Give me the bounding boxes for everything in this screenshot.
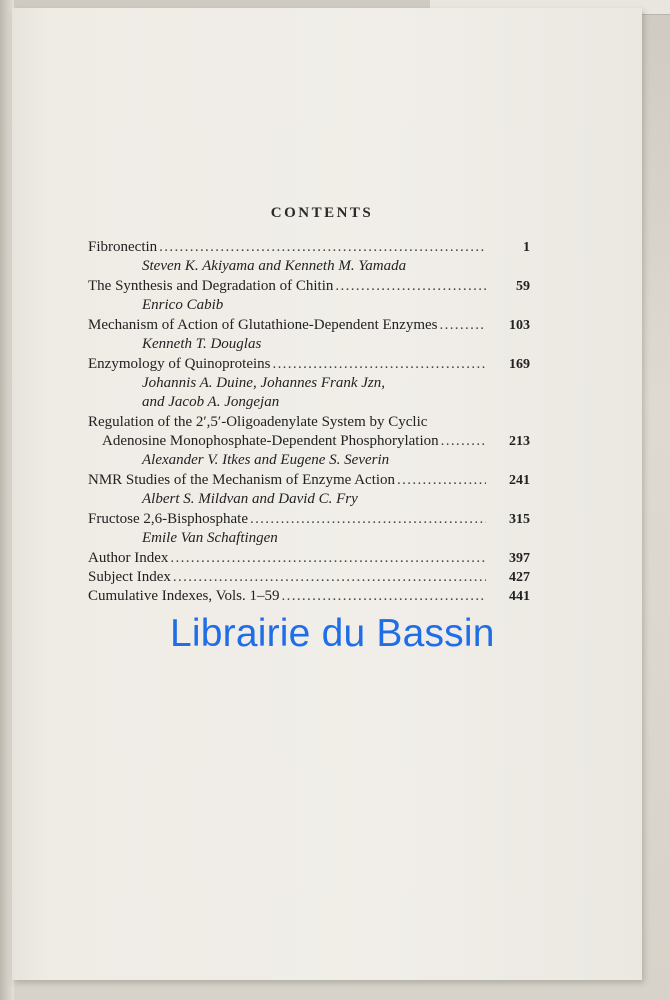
entry-title: Author Index: [88, 550, 169, 566]
toc-entry-author-index: [88, 549, 530, 568]
toc-entry-fibronectin: [88, 238, 530, 276]
entry-page-number: 169: [509, 357, 530, 372]
entry-authors: and Jacob A. Jongejan: [142, 394, 280, 410]
entry-page-number: 315: [509, 512, 530, 527]
entry-page-number: 1: [523, 240, 530, 255]
entry-title: Fructose 2,6-Bisphosphate: [88, 511, 248, 527]
toc-entry-chitin: [88, 277, 530, 315]
dot-leader: [159, 238, 486, 257]
toc-entry-quinoproteins: [88, 355, 530, 412]
entry-authors: Emile Van Schaftingen: [142, 530, 278, 546]
entry-authors: Steven K. Akiyama and Kenneth M. Yamada: [142, 258, 407, 274]
dot-leader: [250, 510, 486, 529]
entry-page-number: 241: [509, 473, 530, 488]
entry-page-number: 103: [509, 318, 530, 333]
dot-leader: [397, 471, 486, 490]
entry-page-number: 213: [509, 434, 530, 449]
contents-heading: CONTENTS: [270, 205, 374, 221]
entry-authors: Kenneth T. Douglas: [142, 336, 262, 352]
entry-authors: Alexander V. Itkes and Eugene S. Severin: [142, 452, 390, 468]
entry-title: NMR Studies of the Mechanism of Enzyme Action: [88, 472, 396, 488]
entry-authors: Albert S. Mildvan and David C. Fry: [142, 491, 358, 507]
dot-leader: [441, 432, 486, 451]
dot-leader: [173, 568, 486, 587]
toc-entry-subject-index: [88, 568, 530, 587]
toc-entry-glutathione: [88, 316, 530, 354]
entry-title: Fibronectin: [88, 239, 158, 255]
watermark-text: Librairie du Bassin: [170, 612, 495, 655]
toc-entry-oligoadenylate: [88, 413, 530, 470]
toc-entry-fructose: [88, 510, 530, 548]
entry-authors: Johannis A. Duine, Johannes Frank Jzn,: [142, 375, 386, 391]
dot-leader: [440, 316, 487, 335]
entry-title: Enzymology of Quinoproteins: [88, 356, 271, 372]
entry-title: The Synthesis and Degradation of Chitin: [88, 278, 334, 294]
entry-page-number: 59: [516, 279, 530, 294]
entry-page-number: 441: [509, 589, 530, 604]
toc-entry-nmr: [88, 471, 530, 509]
entry-page-number: 397: [509, 551, 530, 566]
entry-title: Cumulative Indexes, Vols. 1–59: [88, 588, 280, 604]
entry-title: Subject Index: [88, 569, 171, 585]
entry-title: Adenosine Monophosphate-Dependent Phosphorylation: [102, 433, 439, 449]
entry-title: Mechanism of Action of Glutathione-Dependent Enzymes: [88, 317, 438, 333]
entry-authors: Enrico Cabib: [142, 297, 224, 313]
toc-entry-cumulative-indexes: [88, 587, 530, 606]
entry-page-number: 427: [509, 570, 530, 585]
table-of-contents: [88, 238, 530, 606]
dot-leader: [335, 277, 486, 296]
entry-title-line-1: Regulation of the 2′,5′-Oligoadenylate System by Cyclic: [88, 414, 428, 430]
dot-leader: [272, 355, 486, 374]
dot-leader: [170, 549, 486, 568]
dot-leader: [282, 587, 486, 606]
